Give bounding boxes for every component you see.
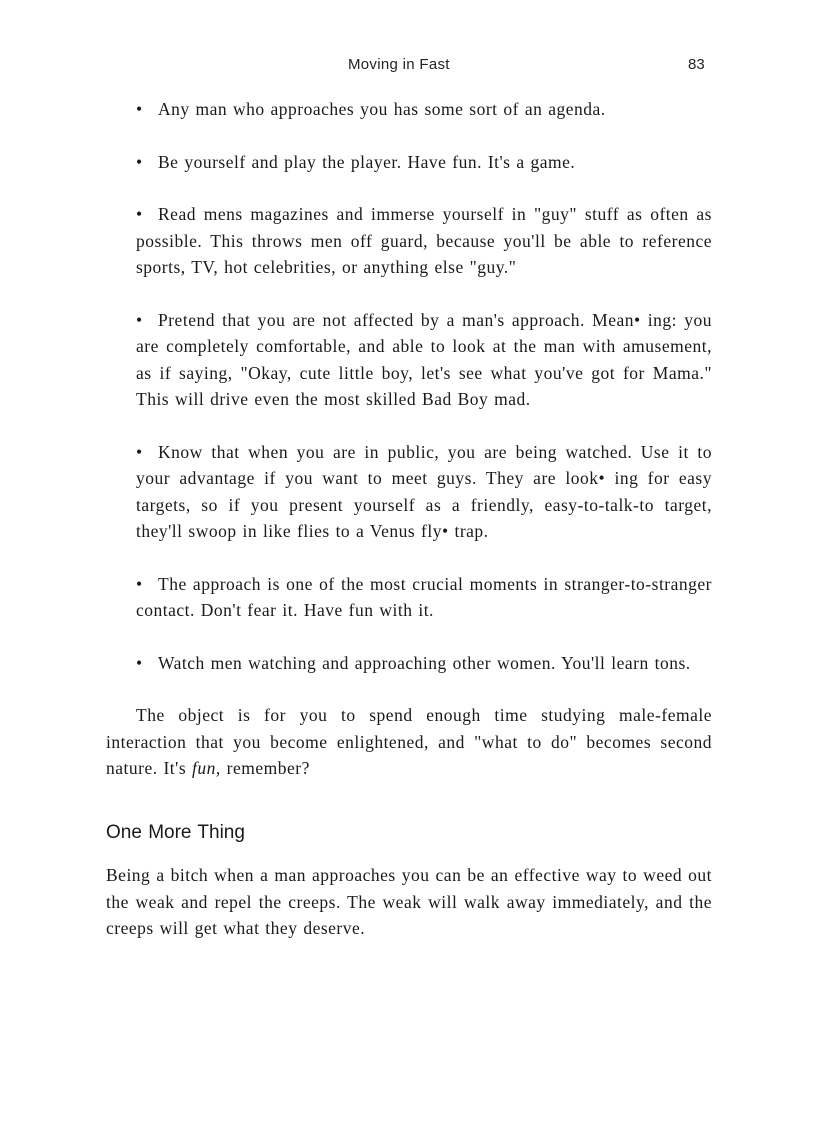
bullet-text: Read mens magazines and immerse yourself in "guy" stuff as often as possible. This throws men off guard, because you'll be able to reference sports, TV, hot celebrities, or anything else "guy." bbox=[136, 204, 712, 277]
bullet-item-agenda bbox=[106, 96, 712, 123]
section-heading: One More Thing bbox=[106, 821, 245, 843]
bullet-item-watch-men bbox=[106, 650, 712, 677]
closing-paragraph bbox=[106, 702, 712, 782]
running-title: Moving in Fast bbox=[348, 56, 450, 73]
closing-paragraph-text: The object is for you to spend enough time studying male-female interaction that you become enlightened, and "what to do" becomes second nature. It's bbox=[106, 705, 712, 778]
bullet-marker: • bbox=[136, 99, 143, 119]
bullet-item-the-approach bbox=[106, 571, 712, 624]
bullet-item-being-watched bbox=[106, 439, 712, 545]
bullet-marker: • bbox=[136, 309, 143, 330]
bullet-text: Watch men watching and approaching other women. You'll learn tons. bbox=[158, 652, 691, 673]
bullet-text: The approach is one of the most crucial moments in stranger-to-stranger contact. Don't fear it. Have fun with it. bbox=[136, 573, 712, 620]
page-number: 83 bbox=[688, 56, 705, 73]
bullet-marker: • bbox=[136, 151, 143, 172]
bullet-item-play-the-player bbox=[106, 149, 712, 176]
page-body bbox=[106, 96, 712, 942]
running-header bbox=[0, 56, 816, 76]
closing-paragraph-tail: remember? bbox=[220, 758, 310, 778]
bullet-text: Pretend that you are not affected by a man's approach. Mean• ing: you are completely comfortable, and able to look at the man with amusement, as if saying, "Okay, cute little boy, let's see what you've got for Mama." This will drive even the most skilled Bad Boy mad. bbox=[136, 309, 712, 409]
bullet-text: Know that when you are in public, you are being watched. Use it to your advantage if you want to meet guys. They are look• ing for easy targets, so if you present yourself as a friendly, easy-to-talk-to target, they'll swoop in like flies to a Venus fly• trap. bbox=[136, 441, 712, 541]
bullet-marker: • bbox=[136, 652, 143, 673]
bullet-text: Be yourself and play the player. Have fun. It's a game. bbox=[158, 151, 576, 172]
bullet-item-mens-magazines bbox=[106, 201, 712, 281]
closing-paragraph-emphasis: fun, bbox=[192, 758, 221, 778]
bullet-marker: • bbox=[136, 204, 143, 224]
bullet-item-pretend bbox=[106, 307, 712, 413]
section-paragraph: Being a bitch when a man approaches you can be an effective way to weed out the weak and repel the creeps. The weak will walk away immediately, and the creeps will get what they deserve. bbox=[106, 865, 712, 938]
bullet-marker: • bbox=[136, 441, 143, 462]
bullet-text: Any man who approaches you has some sort of an agenda. bbox=[158, 99, 606, 119]
bullet-marker: • bbox=[136, 573, 143, 594]
